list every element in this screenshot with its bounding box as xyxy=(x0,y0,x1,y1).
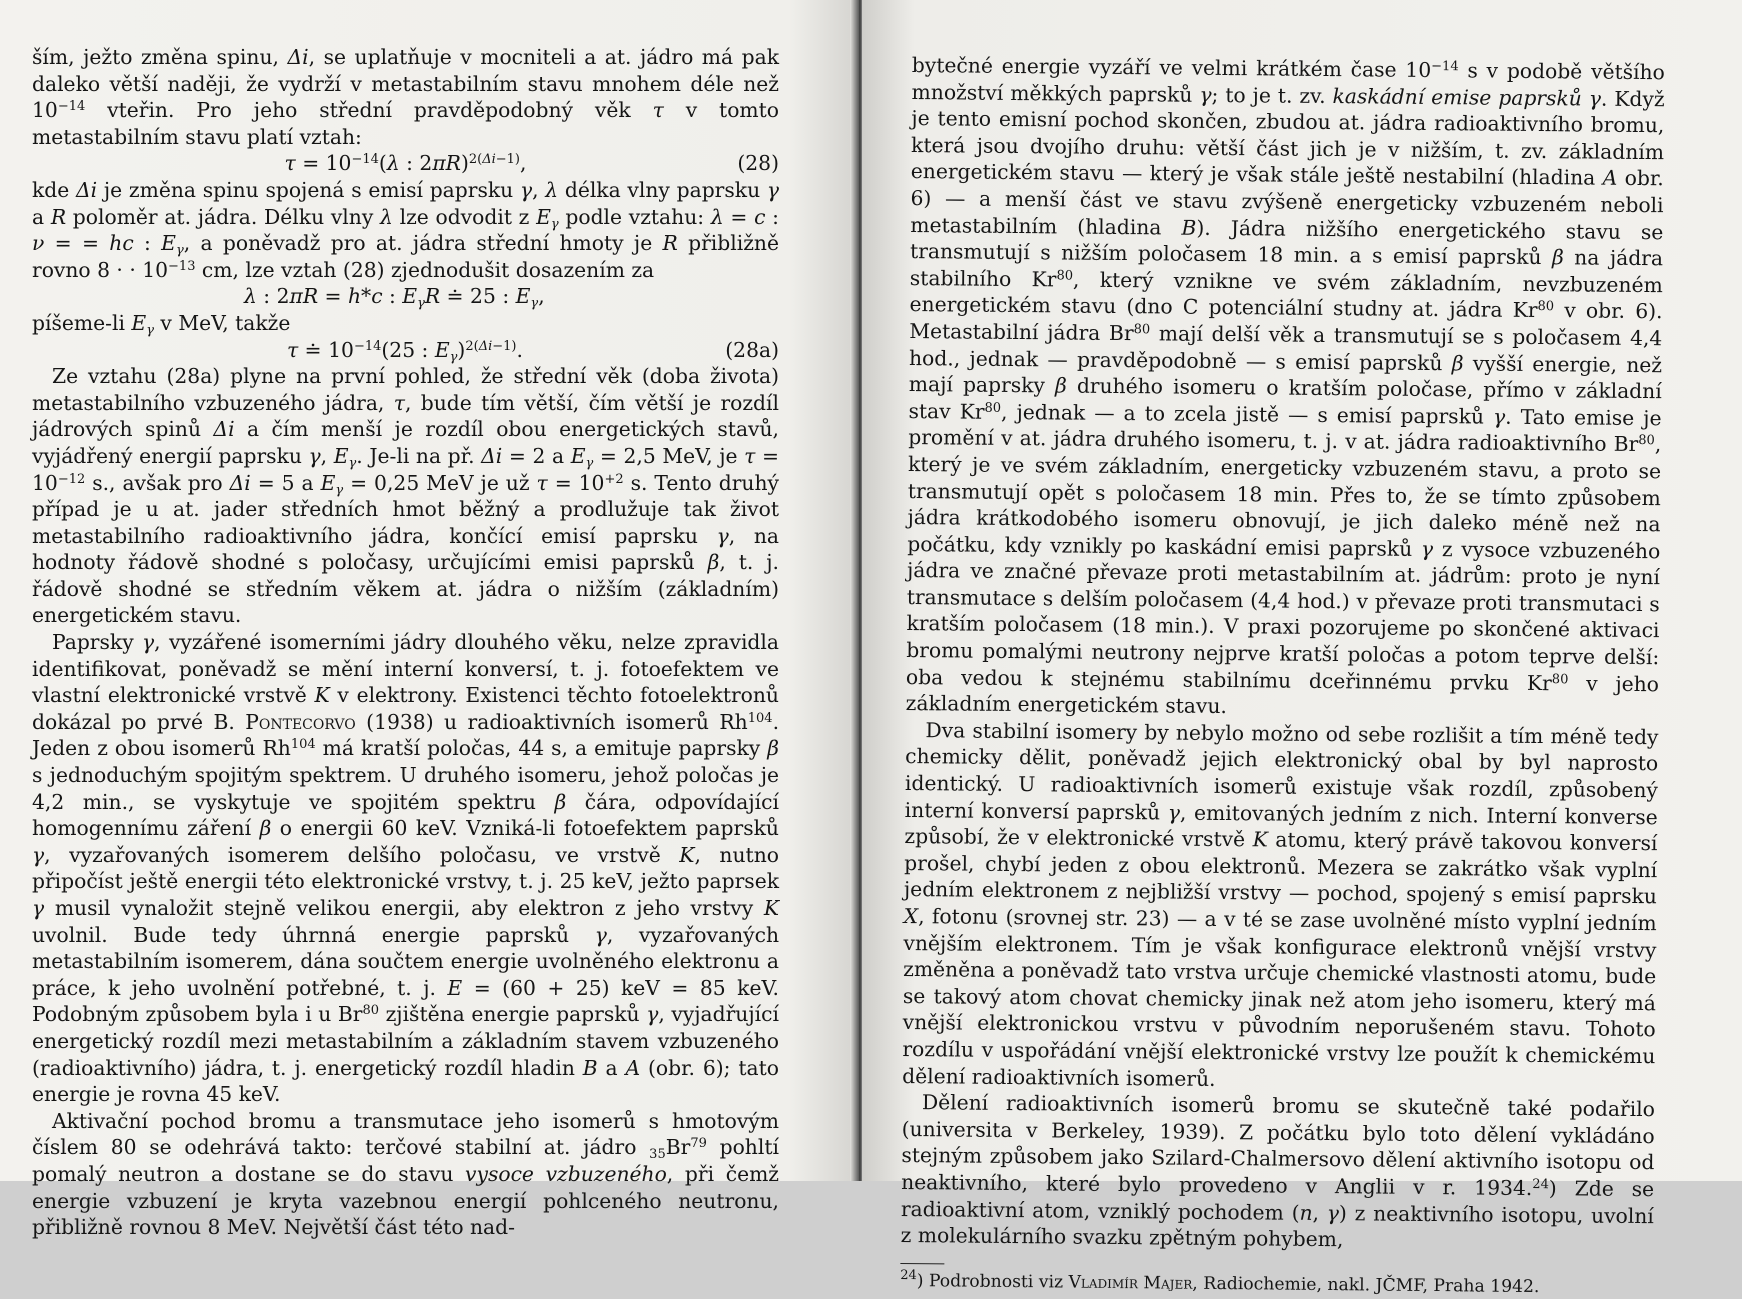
right-paragraph-3: Dělení radioaktivních isomerů bromu se skutečně také podařilo (universita v Berkeley, 1939). Z počátku bylo toto dělení vykládáno stejným způsobem jako Szilard-Chalmersovo dělení aktivního isotopu od neaktivního, které bylo provedeno v Anglii v r. 1934.24) Zde se radioaktivní atom, vzniklý pochodem (n, γ) z neaktivního isotopu, uvolní z molekulárního svazku zpětným pohybem, xyxy=(900,1090,1655,1252)
left-page xyxy=(0,0,858,1240)
right-paragraph-1: bytečné energie vyzáří ve velmi krátkém čase $10^{-14}$ s v podobě většího množství měkkých paprsků γ; to je t. zv. kaskádní emise paprsků γ. Když je tento emisní pochod skončen, zbudou at. jádra radioaktivního bromu, která jsou dvojího druhu: větší část jich je v nižším, t. zv. základním energetickém stavu — který je však stále ještě nestabilní (hladina A obr. 6) — a menší část ve stavu zvýšeně energeticky vzbuzeném neboli metastabilním (hladina B). Jádra nižšího energetického stavu se transmutují s nižším poločasem 18 min. a s emisí paprsků β na jádra stabilního Kr$^{80}$, který vznikne ve svém základním, nevzbuzeném energetickém stavu (dno C potenciální studny at. jádra Kr$^{80}$ v obr. 6). Metastabilní jádra Br$^{80}$ mají delší věk a transmutují se s poločasem 4,4 hod., jednak — pravděpodobně — s emisí paprsků β vyšší energie, než mají paprsky β druhého isomeru o kratším poločase, přímo v základní stav Kr$^{80}$, jednak — a to zcela jistě — s emisí paprsků γ. Tato emise je promění v at. jádra druhého isomeru, t. j. v at. jádra radioaktivního Br$^{80}$, který je ve svém základním, energeticky vzbuzeném stavu, a proto se transmutují opět s poločasem 18 min. Přes to, že se tímto způsobem jádra krátkodobého isomeru obnovují, je jich daleko méně než na počátku, kdy vznikly po kaskádní emisi paprsků γ z vysoce vzbuzeného jádra ve značné převaze proti metastabilním at. jádrům: proto je nyní transmutace s delším poločasem (4,4 hod.) v převaze proti transmutaci s kratším poločasem (18 min.). V praxi pozorujeme po skončené aktivaci bromu pomalými neutrony nejprve kratší poločas a potom teprve delší: oba vedou k stejnému stabilnímu dceřinnému prvku Kr$^{80}$ v jeho základním energetickém stavu. xyxy=(905,52,1665,719)
right-paragraph-2: Dva stabilní isomery by nebylo možno od sebe rozlišit a tím méně tedy chemicky dělit, poněvadž jejich elektronický obal by byl naprosto identický. U radioaktivních isomerů existuje však rozdíl, způsobený interní konversí paprsků γ, emitovaných jedním z nich. Interní konverse způsobí, že v elektronické vrstvě K atomu, který právě takovou konversí prošel, chybí jeden z obou elektronů. Mezera se zakrátko však vyplní jedním elektronem z nejbližší vrstvy — pochod, spojený s emisí paprsku X, fotonu (srovnej str. 23) — a v té se zase uvolněné místo vyplní jedním vnějším elektronem. Tím je však konfigurace elektronů vnější vrstvy změněna a poněvadž tato vrstva určuje chemické vlastnosti atomu, bude se takový atom chovat chemicky jinak než atom jeho isomeru, který má vnější elektronickou vrstvu v původním neporušeném stavu. Tohoto rozdílu v uspořádání vnější elektronické vrstvy lze použít k chemickému dělení radioaktivních isomerů. xyxy=(902,718,1659,1091)
left-paragraph-2: kde Δi je změna spinu spojená s emisí paprsku γ, λ délka vlny paprsku γ a R poloměr at. jádra. Délku vlny λ lze odvodit z $E_\gamma$ podle vztahu: λ = c : ν = = hc : $E_\gamma$, a poněvadž pro at. jádra střední hmoty je R přibližně rovno 8 · · $10^{-13}$ cm, lze vztah (28) zjednodušit dosazením za xyxy=(32,177,779,282)
right-page xyxy=(862,0,1742,1297)
left-paragraph-5: Paprsky γ, vyzářené isomerními jádry dlouhého věku, nelze zpravidla identifikovat, poněvadž se mění interní konversí, t. j. fotoefektem ve vlastní elektronické vrstvě K v elektrony. Existenci těchto fotoelektronů dokázal po prvé B. Pontecorvo (1938) u radioaktivních isomerů Rh$^{104}$. Jeden z obou isomerů Rh$^{104}$ má kratší poločas, 44 s, a emituje paprsky β s jednoduchým spojitým spektrem. U druhého isomeru, jehož poločas je 4,2 min., se vyskytuje ve spojitém spektru β čára, odpovídající homogennímu záření β o energii 60 keV. Vzniká-li fotoefektem paprsků γ, vyzařovaných isomerem delšího poločasu, ve vrstvě K, nutno připočíst ještě energii této elektronické vrstvy, t. j. 25 keV, ježto paprsek γ musil vynaložit stejně velikou energii, aby elektron z jeho vrstvy K uvolnil. Bude tedy úhrnná energie paprsků γ, vyzařovaných metastabilním isomerem, dána součtem energie uvolněného elektronu a práce, k jeho uvolnění potřebné, t. j. E = (60 + 25) keV = 85 keV. Podobným způsobem byla i u Br$^{80}$ zjištěna energie paprsků γ, vyjadřující energetický rozdíl mezi metastabilním a základním stavem vzbuzeného (radioaktivního) jádra, t. j. energetický rozdíl hladin B a A (obr. 6); tato energie je rovna 45 keV. xyxy=(32,630,780,1107)
equation-number: (28) xyxy=(737,151,779,176)
equation-28a: τ ≐ $10^{-14}(25$ : $E_\gamma)^{2(\Delta i-1)}$. (28a) xyxy=(287,337,779,365)
equation-28: $\tau = 10^{-14}(\lambda$ : 2πR)$^{2(\Delta i-1)}$, (28) xyxy=(284,151,779,176)
left-paragraph-4: Ze vztahu (28a) plyne na první pohled, že střední věk (doba života) metastabilního vzbuzeného jádra, τ, bude tím větší, čím větší je rozdíl jádrových spinů Δi a čím menší je rozdíl obou energetických stavů, vyjádřený energií paprsku γ, $E_\gamma$. Je-li na př. Δi = 2 a $E_\gamma = 2,5$ MeV, je $\tau = 10^{-12}$ s., avšak pro Δi = 5 a $E_\gamma = 0,25$ MeV je už $\tau = 10^{+2}$ s. Tento druhý případ je u at. jader středních hmot běžný a prodlužuje tak život metastabilního radioaktivního jádra, končící emisí paprsku γ, na hodnoty řádově shodné s poločasy, určujícími emisi paprsků β, t. j. řádově shodné se středním věkem at. jádra o nižším (základním) energetickém stavu. xyxy=(32,364,779,628)
footnote-rule xyxy=(900,1263,944,1264)
left-text-column xyxy=(32,44,779,1241)
left-paragraph-6: Aktivační pochod bromu a transmutace jeho isomerů s hmotovým číslem 80 se odehrává takto: terčové stabilní at. jádro $_{35}Br^{79}$ pohltí pomalý neutron a dostane se do stavu vysoce vzbuzeného, při čemž energie vzbuzení je kryta vazebnou energií pohlceného neutronu, přibližně rovnou 8 MeV. Největší část této nad- xyxy=(32,1108,779,1240)
right-text-column xyxy=(900,52,1665,1299)
footnote-24: $^{24}$) Podrobnosti viz Vladimír Majer, Radiochemie, nakl. JČMF, Praha 1942. xyxy=(900,1267,1540,1297)
left-paragraph-1: ším, ježto změna spinu, Δi, se uplatňuje v mocniteli a at. jádro má pak daleko větší naději, že vydrží v metastabilním stavu mnohem déle než $10^{-14}$ vteřin. Pro jeho střední pravděpodobný věk τ v tomto metastabilním stavu platí vztah: xyxy=(32,45,780,149)
left-paragraph-3: píšeme-li $E_\gamma$ v MeV, takže xyxy=(32,310,291,338)
equation-number: (28a) xyxy=(725,337,779,362)
equation-substitution: λ : 2πR = h*c : $E_\gamma R$ ≐ 25 : $E_\gamma$, xyxy=(244,284,545,312)
